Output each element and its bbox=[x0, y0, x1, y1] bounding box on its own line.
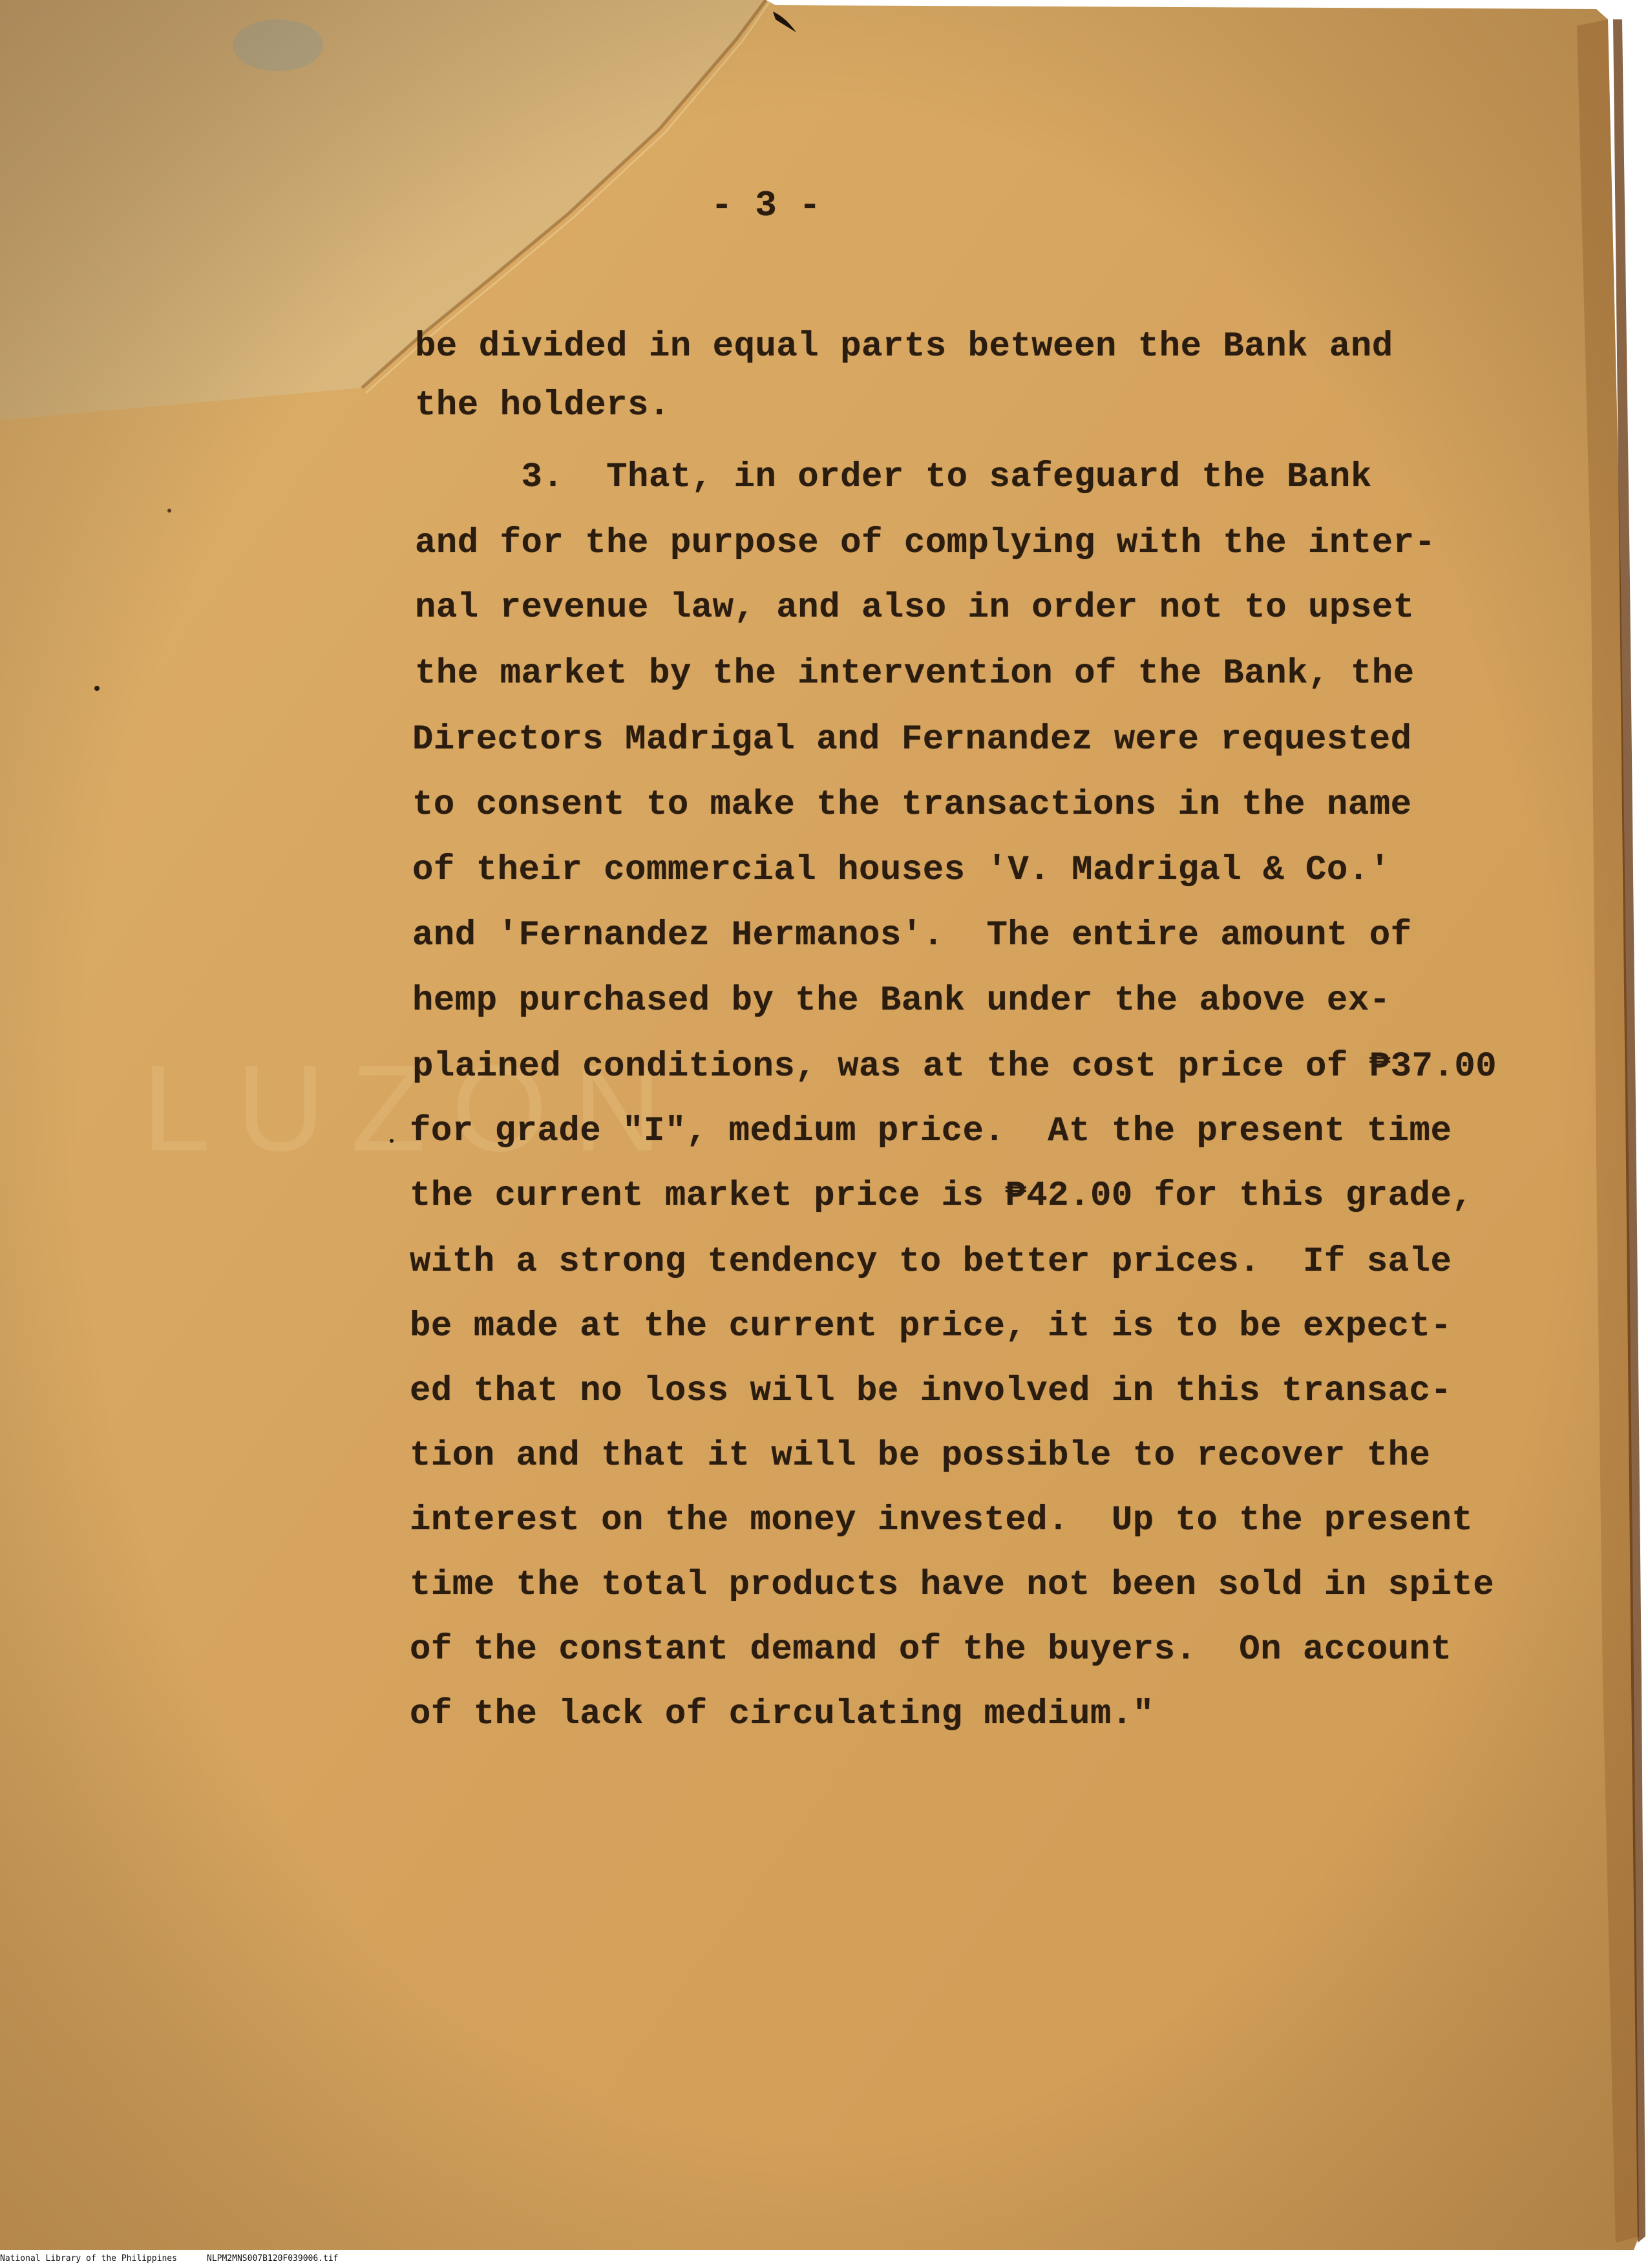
text-line: the current market price is ₱42.00 for this grade, bbox=[410, 1176, 1474, 1216]
text-line: interest on the money invested. Up to the present bbox=[410, 1501, 1474, 1540]
text-line: and 'Fernandez Hermanos'. The entire amount of bbox=[412, 916, 1412, 955]
text-line: tion and that it will be possible to recover the bbox=[410, 1436, 1431, 1476]
text-line: of the lack of circulating medium." bbox=[410, 1695, 1154, 1734]
text-line: 3. That, in order to safeguard the Bank bbox=[415, 458, 1372, 497]
text-line: and for the purpose of complying with the inter- bbox=[415, 524, 1436, 563]
text-line: with a strong tendency to better prices. If sale bbox=[410, 1242, 1452, 1282]
page-number: - 3 - bbox=[711, 185, 821, 226]
text-line: hemp purchased by the Bank under the above ex- bbox=[412, 981, 1391, 1021]
text-line: time the total products have not been sold in spite bbox=[410, 1565, 1495, 1605]
text-line: plained conditions, was at the cost price of ₱37.00 bbox=[412, 1047, 1497, 1086]
text-line: the holders. bbox=[415, 386, 670, 425]
footer-library: National Library of the Philippines bbox=[0, 2254, 177, 2263]
text-line: ed that no loss will be involved in this transac- bbox=[410, 1372, 1452, 1411]
text-line: be divided in equal parts between the Bank and bbox=[415, 327, 1393, 366]
text-line: of their commercial houses 'V. Madrigal & Co.' bbox=[412, 851, 1391, 890]
text-line: for grade "I", medium price. At the present time bbox=[410, 1112, 1452, 1151]
footer-filename: NLPM2MNS007B120F039006.tif bbox=[207, 2254, 339, 2263]
text-line: of the constant demand of the buyers. On account bbox=[410, 1630, 1452, 1669]
scan-footer bbox=[0, 2250, 1648, 2268]
text-line: to consent to make the transactions in the name bbox=[412, 785, 1412, 825]
text-line: the market by the intervention of the Bank, the bbox=[415, 654, 1415, 694]
text-line: be made at the current price, it is to be expect- bbox=[410, 1307, 1452, 1346]
text-line: nal revenue law, and also in order not to upset bbox=[415, 588, 1415, 628]
text-line: Directors Madrigal and Fernandez were requested bbox=[412, 720, 1412, 759]
